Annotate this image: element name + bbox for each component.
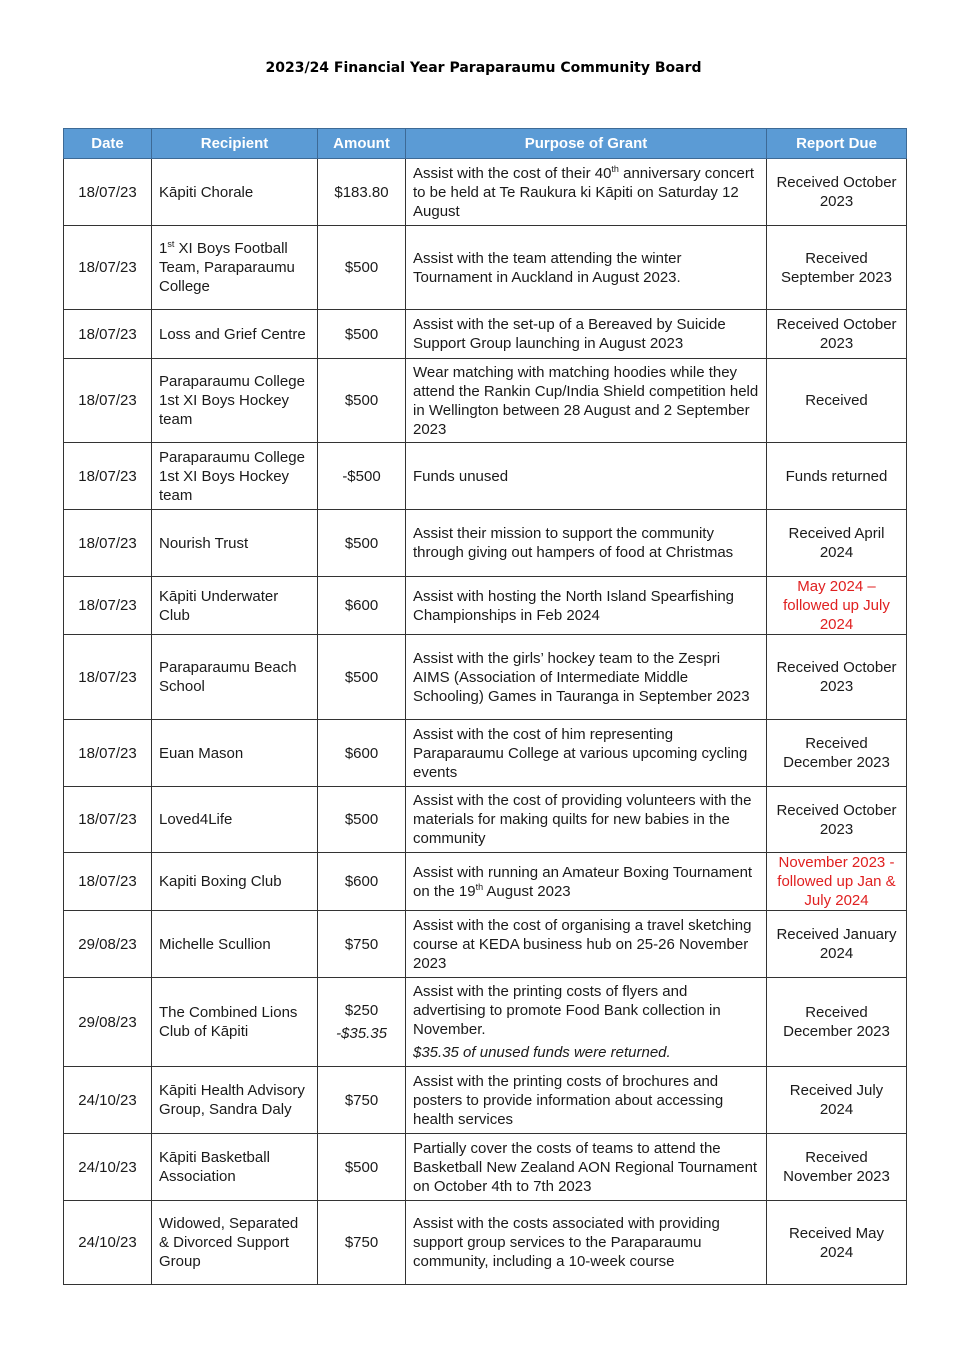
report-cell: Received December 2023: [767, 978, 907, 1067]
purpose-cell: Assist with the cost of providing volunteers with the materials for making quilts for new babies in the community: [406, 787, 767, 853]
recipient-cell: Euan Mason: [152, 720, 318, 787]
purpose-text: Assist with the cost of their 40: [413, 164, 612, 182]
date-cell: 18/07/23: [64, 443, 152, 510]
report-cell: Received October 2023: [767, 159, 907, 226]
date-cell: 24/10/23: [64, 1067, 152, 1134]
amount-cell: $183.80: [318, 159, 406, 226]
recipient-cell: Kapiti Boxing Club: [152, 853, 318, 911]
recipient-cell: Loved4Life: [152, 787, 318, 853]
purpose-text: August 2023: [483, 882, 571, 900]
ordinal-suffix: th: [475, 881, 484, 892]
table-row: [64, 1134, 907, 1201]
ordinal-suffix: th: [611, 163, 619, 174]
amount-cell: $750: [318, 1067, 406, 1134]
table-row: [64, 853, 907, 911]
date-cell: 18/07/23: [64, 720, 152, 787]
amount-cell: $750: [318, 911, 406, 978]
report-cell: Received November 2023: [767, 1134, 907, 1201]
table-row: [64, 1067, 907, 1134]
table-row: [64, 911, 907, 978]
recipient-cell: Paraparaumu College 1st XI Boys Hockey team: [152, 359, 318, 443]
table-row: [64, 577, 907, 635]
purpose-cell: Assist their mission to support the community through giving out hampers of food at Christmas: [406, 510, 767, 577]
table-row: [64, 226, 907, 310]
purpose-cell: Assist with the set-up of a Bereaved by Suicide Support Group launching in August 2023: [406, 310, 767, 359]
purpose-cell: [406, 853, 767, 911]
table-row: [64, 1201, 907, 1285]
amount-cell: [318, 978, 406, 1067]
grants-table: [63, 128, 907, 1285]
table-row: [64, 635, 907, 720]
table-row: [64, 359, 907, 443]
date-cell: 29/08/23: [64, 978, 152, 1067]
recipient-cell: Paraparaumu Beach School: [152, 635, 318, 720]
purpose-text: anniversary concert to be held at Te Raukura ki Kāpiti on Saturday 12 August: [413, 164, 754, 220]
recipient-cell: Nourish Trust: [152, 510, 318, 577]
amount-cell: $600: [318, 577, 406, 635]
amount-text: $250: [344, 1002, 379, 1019]
report-cell-overdue: May 2024 – followed up July 2024: [767, 577, 907, 635]
page-title: 2023/24 Financial Year Paraparaumu Community Board: [265, 60, 702, 76]
recipient-cell: Kāpiti Basketball Association: [152, 1134, 318, 1201]
amount-cell: $500: [318, 510, 406, 577]
purpose-cell: Assist with the cost of organising a travel sketching course at KEDA business hub on 25-26 November 2023: [406, 911, 767, 978]
amount-refund-note: -$35.35: [336, 1025, 387, 1042]
date-cell: 18/07/23: [64, 787, 152, 853]
amount-cell: $750: [318, 1201, 406, 1285]
recipient-cell: Michelle Scullion: [152, 911, 318, 978]
purpose-text: Assist with running an Amateur Boxing Tournament on the 19: [413, 863, 753, 900]
purpose-cell: Funds unused: [406, 443, 767, 510]
table-row: [64, 310, 907, 359]
report-cell: Received October 2023: [767, 635, 907, 720]
amount-cell: $500: [318, 226, 406, 310]
header-purpose: Purpose of Grant: [406, 129, 767, 159]
recipient-text: XI Boys Football Team, Paraparaumu College: [159, 240, 295, 295]
header-amount: Amount: [318, 129, 406, 159]
amount-cell: $500: [318, 1134, 406, 1201]
amount-cell: $500: [318, 310, 406, 359]
report-cell: Received April 2024: [767, 510, 907, 577]
amount-cell: $600: [318, 720, 406, 787]
table-row: [64, 510, 907, 577]
recipient-cell: Kāpiti Underwater Club: [152, 577, 318, 635]
amount-cell: $500: [318, 787, 406, 853]
report-cell: Received December 2023: [767, 720, 907, 787]
purpose-cell: Assist with the printing costs of brochures and posters to provide information about accessing health services: [406, 1067, 767, 1134]
report-cell: Received October 2023: [767, 787, 907, 853]
recipient-cell: Kāpiti Health Advisory Group, Sandra Daly: [152, 1067, 318, 1134]
date-cell: 18/07/23: [64, 577, 152, 635]
date-cell: 18/07/23: [64, 359, 152, 443]
amount-cell: $600: [318, 853, 406, 911]
recipient-cell: Loss and Grief Centre: [152, 310, 318, 359]
date-cell: 18/07/23: [64, 510, 152, 577]
purpose-cell: Assist with the costs associated with providing support group services to the Paraparaumu community, including a 10-week course: [406, 1201, 767, 1285]
amount-cell: $500: [318, 635, 406, 720]
recipient-cell: The Combined Lions Club of Kāpiti: [152, 978, 318, 1067]
table-row: [64, 787, 907, 853]
amount-cell: $500: [318, 359, 406, 443]
purpose-cell: Assist with hosting the North Island Spearfishing Championships in Feb 2024: [406, 577, 767, 635]
recipient-cell: Widowed, Separated & Divorced Support Group: [152, 1201, 318, 1285]
date-cell: 24/10/23: [64, 1201, 152, 1285]
table-header-row: [64, 129, 907, 159]
header-recipient: Recipient: [152, 129, 318, 159]
report-cell: Funds returned: [767, 443, 907, 510]
table-row: [64, 978, 907, 1067]
recipient-cell: Paraparaumu College 1st XI Boys Hockey team: [152, 443, 318, 510]
report-cell: Received October 2023: [767, 310, 907, 359]
purpose-cell: Wear matching with matching hoodies while they attend the Rankin Cup/India Shield competition held in Wellington between 28 August and 2 September 2023: [406, 359, 767, 443]
date-cell: 18/07/23: [64, 310, 152, 359]
date-cell: 18/07/23: [64, 853, 152, 911]
purpose-cell: [406, 978, 767, 1067]
purpose-cell: [406, 159, 767, 226]
date-cell: 18/07/23: [64, 159, 152, 226]
recipient-cell: Kāpiti Chorale: [152, 159, 318, 226]
report-cell: Received: [767, 359, 907, 443]
table-row: [64, 159, 907, 226]
date-cell: 18/07/23: [64, 226, 152, 310]
table-row: [64, 720, 907, 787]
report-cell: Received July 2024: [767, 1067, 907, 1134]
report-cell: Received September 2023: [767, 226, 907, 310]
date-cell: 24/10/23: [64, 1134, 152, 1201]
report-cell: Received May 2024: [767, 1201, 907, 1285]
header-date: Date: [64, 129, 152, 159]
recipient-text: 1: [159, 240, 168, 257]
amount-cell: -$500: [318, 443, 406, 510]
purpose-cell: Assist with the girls’ hockey team to the Zespri AIMS (Association of Intermediate Middle Schooling) Games in Tauranga in September 2023: [406, 635, 767, 720]
table-row: [64, 443, 907, 510]
header-report-due: Report Due: [767, 129, 907, 159]
purpose-cell: Assist with the cost of him representing Paraparaumu College at various upcoming cycling events: [406, 720, 767, 787]
purpose-cell: Assist with the team attending the winter Tournament in Auckland in August 2023.: [406, 226, 767, 310]
purpose-refund-note: $35.35 of unused funds were returned.: [413, 1044, 671, 1061]
purpose-cell: Partially cover the costs of teams to attend the Basketball New Zealand AON Regional Tournament on October 4th to 7th 2023: [406, 1134, 767, 1201]
date-cell: 18/07/23: [64, 635, 152, 720]
purpose-text: Assist with the printing costs of flyers and advertising to promote Food Bank collection in November.: [413, 983, 721, 1038]
report-cell-overdue: November 2023 - followed up Jan & July 2024: [767, 853, 907, 911]
recipient-cell: [152, 226, 318, 310]
date-cell: 29/08/23: [64, 911, 152, 978]
ordinal-suffix: st: [167, 239, 175, 249]
report-cell: Received January 2024: [767, 911, 907, 978]
